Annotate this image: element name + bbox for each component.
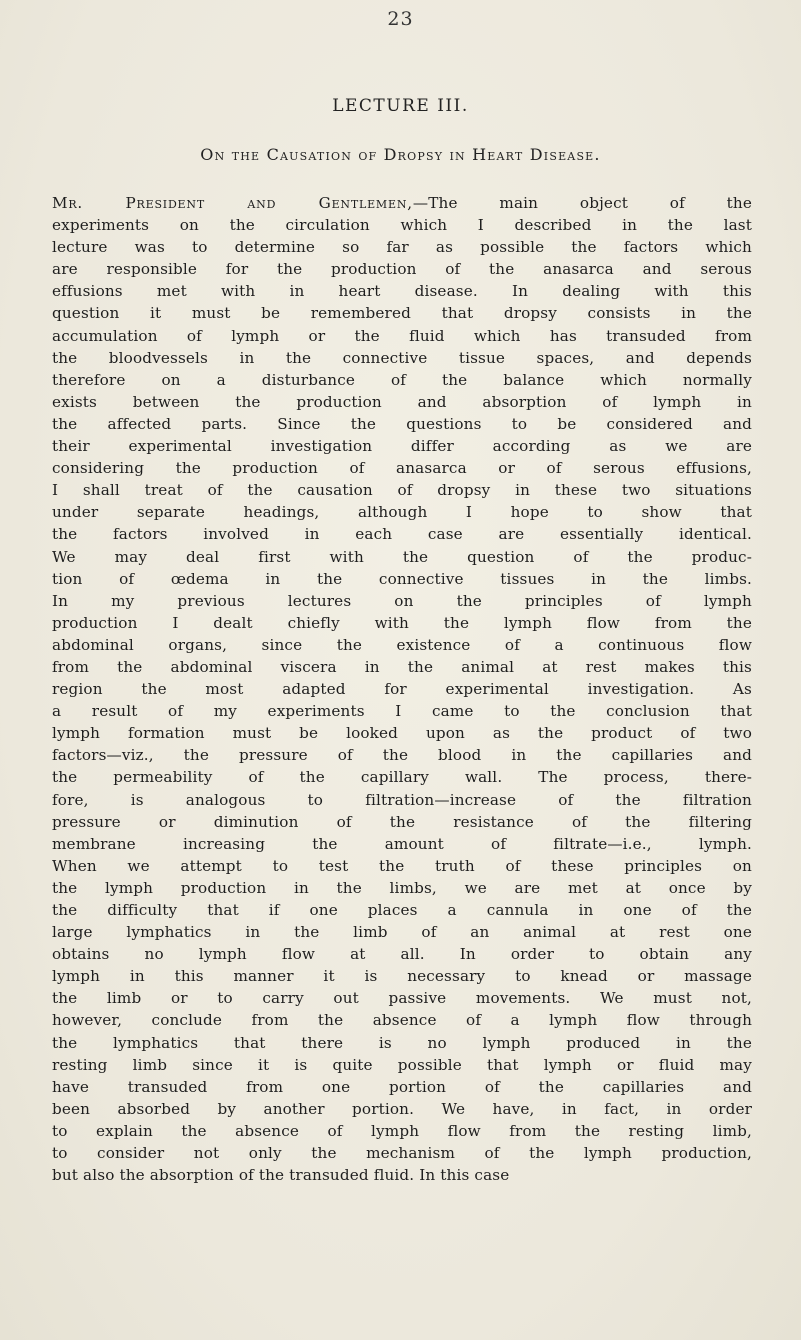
text-line: the lymph production in the limbs, we are met at once by: [52, 878, 752, 897]
text-line: have transuded from one portion of the capillaries and: [52, 1077, 752, 1096]
salutation: Mr. President and Gentlemen,: [52, 194, 413, 212]
body-paragraph: [52, 192, 752, 1186]
text-line: I shall treat of the causation of dropsy in these two situations: [52, 481, 752, 500]
text-line: exists between the production and absorption of lymph in: [52, 392, 752, 411]
text-line: membrane increasing the amount of filtrate—i.e., lymph.: [52, 834, 752, 853]
text-line: the affected parts. Since the questions to be considered and: [52, 414, 752, 433]
text-line: production I dealt chiefly with the lymph flow from the: [52, 613, 752, 632]
text-line: accumulation of lymph or the fluid which has transuded from: [52, 326, 752, 345]
text-line: abdominal organs, since the existence of a continuous flow: [52, 635, 752, 654]
text-line-content: —The main object of the: [412, 194, 752, 212]
text-line: the permeability of the capillary wall. The process, there-: [52, 768, 752, 787]
text-line: pressure or diminution of the resistance of the filtering: [52, 812, 752, 831]
text-line: been absorbed by another portion. We have, in fact, in order: [52, 1099, 752, 1118]
text-line: their experimental investigation differ according as we are: [52, 437, 752, 456]
text-line: question it must be remembered that dropsy consists in the: [52, 304, 752, 323]
text-line: experiments on the circulation which I described in the last: [52, 216, 752, 235]
text-line: a result of my experiments I came to the conclusion that: [52, 702, 752, 721]
text-line: under separate headings, although I hope to show that: [52, 503, 752, 522]
lecture-subtitle: On the Causation of Dropsy in Heart Disease.: [200, 145, 601, 164]
text-line: In my previous lectures on the principles of lymph: [52, 591, 752, 610]
text-line: region the most adapted for experimental investigation. As: [52, 680, 752, 699]
text-line: [52, 192, 752, 214]
text-line: to explain the absence of lymph flow from the resting limb,: [52, 1121, 752, 1140]
text-line: are responsible for the production of the anasarca and serous: [52, 260, 752, 279]
text-line: lymph in this manner it is necessary to knead or massage: [52, 967, 752, 986]
page-number: 23: [387, 8, 414, 30]
text-line: the bloodvessels in the connective tissue spaces, and depends: [52, 348, 752, 367]
text-line: factors—viz., the pressure of the blood in the capillaries and: [52, 746, 752, 765]
text-line: the lymphatics that there is no lymph produced in the: [52, 1033, 752, 1052]
text-line: effusions met with in heart disease. In dealing with this: [52, 282, 752, 301]
text-line: the difficulty that if one places a cannula in one of the: [52, 901, 752, 919]
text-line: obtains no lymph flow at all. In order to obtain any: [52, 945, 752, 964]
text-line: large lymphatics in the limb of an animal at rest one: [52, 923, 752, 942]
text-line: tion of œdema in the connective tissues in the limbs.: [52, 569, 752, 588]
text-line: considering the production of anasarca or of serous effusions,: [52, 459, 752, 478]
text-line: to consider not only the mechanism of the lymph production,: [52, 1144, 752, 1163]
text-line: We may deal first with the question of the produc-: [52, 547, 752, 566]
text-line: When we attempt to test the truth of these principles on: [52, 856, 752, 875]
text-line: from the abdominal viscera in the animal at rest makes this: [52, 657, 752, 676]
text-line: lymph formation must be looked upon as the product of two: [52, 724, 752, 743]
text-line: lecture was to determine so far as possible the factors which: [52, 238, 752, 257]
text-line: fore, is analogous to filtration—increase of the filtration: [52, 790, 752, 809]
text-line: therefore on a disturbance of the balance which normally: [52, 370, 752, 389]
text-line: but also the absorption of the transuded fluid. In this case: [52, 1166, 510, 1185]
lecture-heading: LECTURE III.: [332, 96, 469, 116]
text-line: resting limb since it is quite possible that lymph or fluid may: [52, 1055, 752, 1074]
text-line: however, conclude from the absence of a lymph flow through: [52, 1011, 752, 1030]
text-line: the limb or to carry out passive movements. We must not,: [52, 989, 752, 1008]
text-line: the factors involved in each case are essentially identical.: [52, 525, 752, 544]
